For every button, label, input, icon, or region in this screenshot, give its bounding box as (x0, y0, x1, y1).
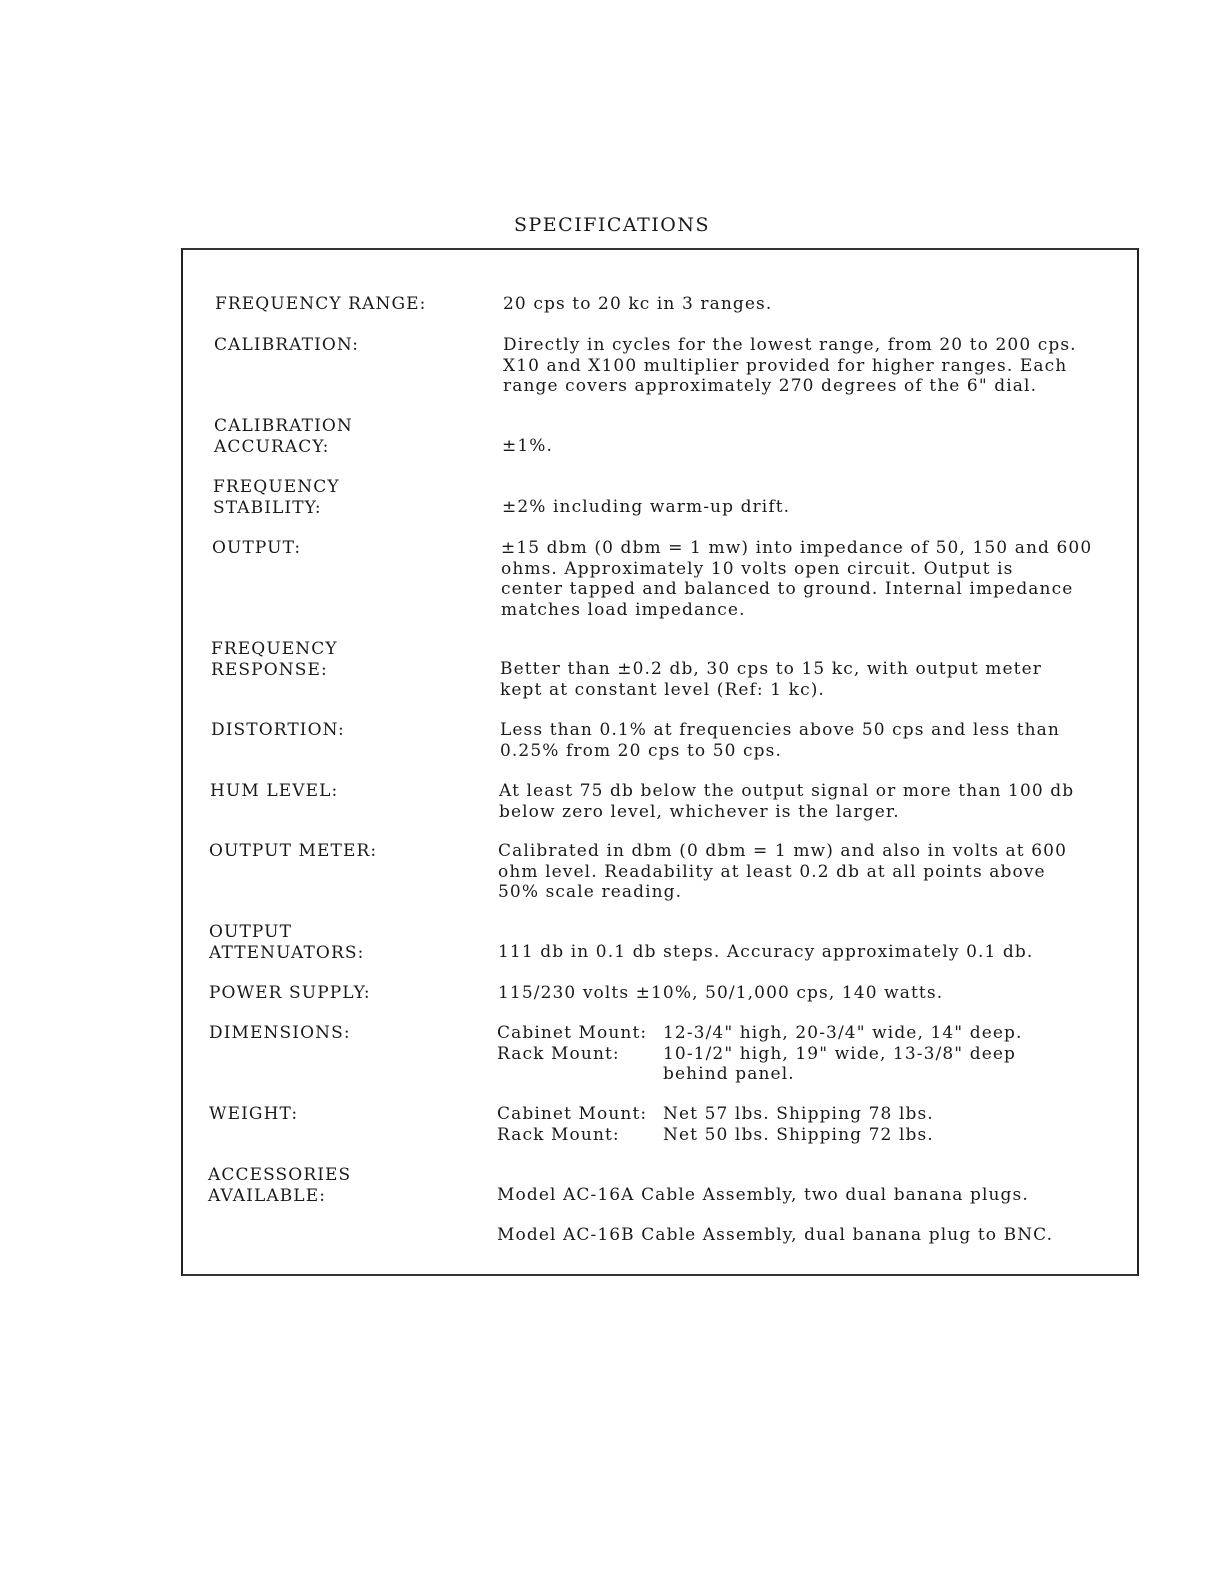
spec-label: OUTPUT METER: (209, 841, 378, 861)
spec-value: At least 75 db below the output signal or more than 100 db below zero level, whichever is the larger. (499, 781, 1075, 822)
spec-value: Less than 0.1% at frequencies above 50 cps and less than 0.25% from 20 cps to 50 cps. (500, 720, 1060, 761)
mount-type-label: Cabinet Mount: (497, 1104, 648, 1124)
spec-label: WEIGHT: (209, 1104, 299, 1124)
spec-label: ACCESSORIES AVAILABLE: (208, 1165, 352, 1206)
spec-value: ±1%. (502, 436, 554, 456)
spec-value: Directly in cycles for the lowest range, from 20 to 200 cps. X10 and X100 multiplier provided for higher ranges. Each range covers approximately 270 degrees of the 6" dial. (503, 335, 1077, 396)
spec-value-table (497, 1104, 1117, 1145)
spec-value: 111 db in 0.1 db steps. Accuracy approximately 0.1 db. (498, 942, 1034, 962)
spec-label: DISTORTION: (211, 720, 345, 740)
spec-value: 20 cps to 20 kc in 3 ranges. (503, 294, 773, 314)
spec-value: Model AC-16B Cable Assembly, dual banana plug to BNC. (497, 1225, 1054, 1245)
spec-value: ±15 dbm (0 dbm = 1 mw) into impedance of 50, 150 and 600 ohms. Approximately 10 volts open circuit. Output is center tapped and balanced to ground. Internal impedance matches load impedance. (501, 538, 1093, 620)
spec-value: Better than ±0.2 db, 30 cps to 15 kc, with output meter kept at constant level (Ref: 1 kc). (500, 659, 1042, 700)
spec-value: Model AC-16A Cable Assembly, two dual banana plugs. (497, 1185, 1029, 1205)
spec-label: POWER SUPPLY: (209, 983, 371, 1003)
spec-label: HUM LEVEL: (210, 781, 339, 801)
page-title: SPECIFICATIONS (513, 214, 711, 236)
spec-label: FREQUENCY RESPONSE: (211, 639, 338, 680)
spec-label: DIMENSIONS: (209, 1023, 351, 1043)
mount-type-label: Rack Mount: (497, 1043, 620, 1064)
spec-value: Calibrated in dbm (0 dbm = 1 mw) and also in volts at 600 ohm level. Readability at least 0.2 db at all points above 50% scale reading. (498, 841, 1067, 902)
mount-weight: Net 57 lbs. Shipping 78 lbs. (663, 1104, 934, 1124)
spec-label: CALIBRATION: (214, 335, 360, 355)
spec-label: OUTPUT ATTENUATORS: (209, 922, 365, 963)
mount-dimensions: 10-1/2" high, 19" wide, 13-3/8" deep behind panel. (663, 1043, 1017, 1084)
spec-label: FREQUENCY STABILITY: (213, 477, 340, 518)
spec-value: ±2% including warm-up drift. (502, 497, 791, 517)
mount-weight: Net 50 lbs. Shipping 72 lbs. (663, 1124, 934, 1145)
mount-dimensions: 12-3/4" high, 20-3/4" wide, 14" deep. (663, 1023, 1023, 1043)
spec-value-table (497, 1023, 1117, 1085)
spec-label: OUTPUT: (212, 538, 302, 558)
spec-label: CALIBRATION ACCURACY: (214, 416, 353, 457)
mount-type-label: Rack Mount: (497, 1124, 620, 1145)
mount-type-label: Cabinet Mount: (497, 1023, 648, 1043)
spec-value: 115/230 volts ±10%, 50/1,000 cps, 140 watts. (498, 983, 944, 1003)
spec-label: FREQUENCY RANGE: (215, 294, 427, 314)
specifications-table (181, 248, 1139, 1276)
